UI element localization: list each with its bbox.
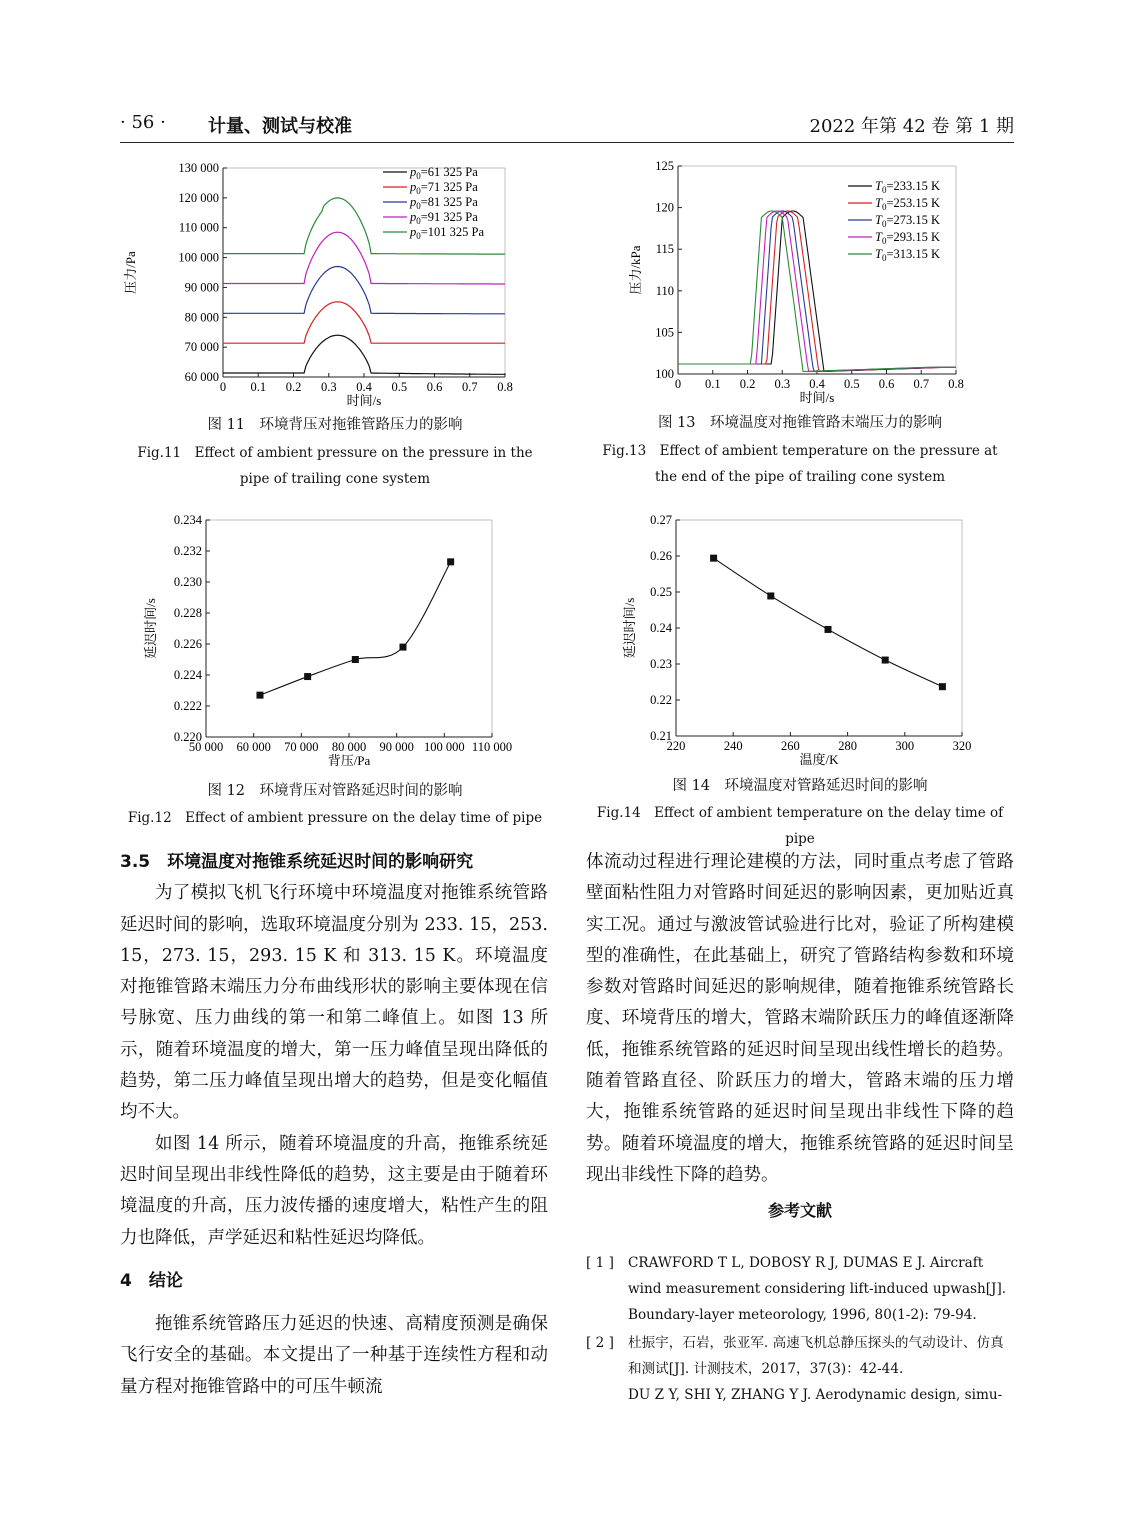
- caption-fig13-en: Fig.13 Effect of ambient temperature on the pressure at the end of the pipe of trailing cone system: [602, 443, 998, 485]
- caption-fig14-cn: 图 14 环境温度对管路延迟时间的影响: [672, 778, 928, 794]
- x-tick-label: 0.2: [739, 377, 756, 391]
- data-point: [447, 558, 454, 565]
- x-tick-label: 0.1: [250, 380, 267, 394]
- data-point: [767, 592, 774, 599]
- x-tick-label: 0.6: [426, 380, 443, 394]
- reference-text: CRAWFORD T L, DOBOSY R J, DUMAS E J. Aircraft wind measurement considering lift-induced upwash[J]. Boundary-layer meteorology, 1996, 80(1-2): 79-94.: [628, 1255, 1007, 1323]
- y-tick-label: 0.23: [650, 657, 672, 671]
- data-point: [710, 555, 717, 562]
- x-tick-label: 0.6: [878, 377, 895, 391]
- figure-11: [125, 152, 545, 416]
- y-tick-label: 0.21: [650, 729, 672, 743]
- x-tick-label: 80 000: [331, 740, 367, 754]
- legend-label: $T_0=273.15$ K: [875, 213, 941, 229]
- reference-number: [ 2 ]: [586, 1335, 614, 1351]
- references-heading: 参考文献: [767, 1201, 832, 1221]
- x-tick-label: 0.8: [497, 380, 513, 394]
- y-tick-label: 125: [655, 159, 674, 173]
- journal-section: 计量、测试与校准: [208, 116, 352, 137]
- data-point: [825, 626, 832, 633]
- y-tick-label: 80 000: [184, 310, 219, 325]
- x-axis-label: 温度/K: [799, 752, 839, 767]
- legend-label: $T_0=233.15$ K: [875, 179, 941, 195]
- legend-label: $p_0=101$ 325 Pa: [410, 225, 485, 241]
- y-tick-label: 90 000: [184, 280, 219, 295]
- y-tick-label: 0.232: [173, 544, 202, 558]
- y-tick-label: 115: [655, 242, 674, 257]
- y-tick-label: 0.226: [173, 637, 202, 651]
- y-tick-label: 0.234: [173, 513, 202, 527]
- y-tick-label: 0.26: [650, 549, 672, 563]
- x-tick-label: 0: [674, 377, 682, 391]
- legend-label: $p_0=81$ 325 Pa: [410, 195, 478, 211]
- section-4-heading: 4 结论: [120, 1270, 183, 1291]
- y-axis-label: 延迟时间/s: [622, 597, 637, 659]
- x-tick-label: 100 000: [424, 740, 465, 754]
- x-tick-label: 0.4: [809, 377, 825, 391]
- data-point: [399, 644, 406, 651]
- x-axis-label: 时间/s: [346, 393, 382, 408]
- reference-2: [586, 1330, 1014, 1408]
- x-tick-label: 300: [895, 739, 915, 753]
- x-tick-label: 0.4: [356, 380, 372, 394]
- paragraph: 为了模拟飞机飞行环境中环境温度对拖锥系统管路延迟时间的影响，选取环境温度分别为 233. 15，253. 15，273. 15，293. 15 K 和 313. 15 K。环境温度对拖锥管路末端压力分布曲线形状的影响主要体现在信号脉宽、压力曲线的第一和第二峰值上。如图 13 所示，随着环境温度的增大，第一压力峰值呈现出降低的趋势，第二压力峰值呈现出增大的趋势，但是变化幅值均不大。: [120, 883, 548, 1123]
- y-tick-label: 120 000: [178, 190, 219, 205]
- left-column: [120, 847, 548, 1403]
- reference-text-en: DU Z Y, SHI Y, ZHANG Y J. Aerodynamic design, simu-: [628, 1387, 1003, 1403]
- chart-fig11: [125, 152, 545, 412]
- caption-fig11-cn: 图 11 环境背压对拖锥管路压力的影响: [207, 417, 463, 433]
- right-column: [586, 847, 1014, 1227]
- y-tick-label: 105: [655, 325, 674, 340]
- y-tick-label: 110 000: [178, 220, 219, 235]
- reference-number: [ 1 ]: [586, 1255, 614, 1271]
- plot-frame: [676, 520, 962, 736]
- caption-fig14-en: Fig.14 Effect of ambient temperature on the delay time of pipe: [596, 805, 1004, 847]
- x-tick-label: 260: [781, 739, 800, 753]
- journal-issue: 2022 年第 42 卷 第 1 期: [809, 116, 1014, 137]
- legend-label: $p_0=91$ 325 Pa: [410, 210, 478, 226]
- x-tick-label: 60 000: [236, 740, 271, 754]
- data-point: [882, 657, 889, 664]
- x-tick-label: 220: [666, 739, 686, 753]
- paragraph: 如图 14 所示，随着环境温度的升高，拖锥系统延迟时间呈现出非线性降低的趋势，这主要是由于随着环境温度的升高，压力波传播的速度增大，粘性产生的阻力也降低，声学延迟和粘性延迟均降低。: [120, 1133, 548, 1248]
- section-3-5-heading: 3.5 环境温度对拖锥系统延迟时间的影响研究: [120, 852, 474, 872]
- y-axis-label: 延迟时间/s: [143, 598, 158, 659]
- x-axis-label: 背压/Pa: [327, 753, 371, 768]
- y-tick-label: 0.24: [650, 621, 672, 635]
- x-tick-label: 0.5: [843, 377, 860, 391]
- y-axis-label: 压力/kPa: [628, 245, 643, 295]
- y-tick-label: 130 000: [178, 161, 219, 175]
- x-tick-label: 50 000: [188, 740, 224, 754]
- caption-fig12-cn: 图 12 环境背压对管路延迟时间的影响: [207, 783, 463, 799]
- x-tick-label: 0: [219, 380, 227, 394]
- data-point: [939, 683, 946, 690]
- x-axis-label: 时间/s: [799, 390, 835, 405]
- plot-frame: [206, 520, 492, 737]
- figure-12: [125, 508, 545, 780]
- series-line: [223, 232, 505, 284]
- caption-fig12-en: Fig.12 Effect of ambient pressure on the delay time of pipe: [127, 810, 543, 826]
- series-line: [223, 335, 505, 374]
- y-tick-label: 0.230: [173, 575, 202, 589]
- x-tick-label: 320: [952, 739, 972, 753]
- x-tick-label: 0.3: [320, 380, 337, 394]
- y-axis-label: 压力/Pa: [123, 251, 138, 294]
- data-point: [352, 656, 359, 663]
- x-tick-label: 110 000: [471, 740, 513, 754]
- x-tick-label: 0.3: [774, 377, 791, 391]
- legend-label: $T_0=253.15$ K: [875, 196, 941, 212]
- y-tick-label: 60 000: [184, 370, 219, 384]
- y-tick-label: 0.222: [173, 699, 202, 713]
- page-number: · 56 ·: [120, 112, 166, 133]
- y-tick-label: 70 000: [184, 340, 219, 355]
- chart-fig14: [610, 508, 1010, 770]
- series-line: [223, 302, 505, 343]
- y-tick-label: 100 000: [178, 250, 219, 265]
- reference-1: [586, 1250, 1014, 1328]
- legend-label: $T_0=293.15$ K: [875, 230, 941, 246]
- caption-fig11-en: Fig.11 Effect of ambient pressure on the pressure in the pipe of trailing cone system: [137, 445, 533, 487]
- legend-label: $p_0=71$ 325 Pa: [410, 180, 478, 196]
- paragraph: 体流动过程进行理论建模的方法，同时重点考虑了管路壁面粘性阻力对管路时间延迟的影响因素，更加贴近真实工况。通过与激波管试验进行比对，验证了所构建模型的准确性，在此基础上，研究了管路结构参数和环境参数对管路时间延迟的影响规律，随着拖锥系统管路长度、环境背压的增大，管路末端阶跃压力的峰值逐渐降低，拖锥系统管路的延迟时间呈现出线性增长的趋势。随着管路直径、阶跃压力的增大，管路末端的压力增大，拖锥系统管路的延迟时间呈现出非线性下降的趋势。随着环境温度的增大，拖锥系统管路的延迟时间呈现出非线性下降的趋势。: [586, 852, 1014, 1185]
- reference-text: 杜振宇，石岩，张亚军. 高速飞机总静压探头的气动设计、仿真和测试[J]. 计测技术，2017，37(3)：42-44.: [628, 1335, 1004, 1377]
- chart-fig12: [125, 508, 545, 776]
- data-point: [304, 673, 311, 680]
- y-tick-label: 0.25: [650, 585, 672, 599]
- figure-14: [610, 508, 1010, 774]
- y-tick-label: 0.228: [173, 606, 202, 620]
- y-tick-label: 100: [655, 367, 674, 381]
- chart-fig13: [610, 152, 1010, 410]
- series-line: [223, 267, 505, 314]
- fit-curve: [260, 562, 451, 695]
- paragraph: 拖锥系统管路压力延迟的快速、高精度预测是确保飞行安全的基础。本文提出了一种基于连续性方程和动量方程对拖锥管路中的可压牛顿流: [120, 1314, 548, 1397]
- y-tick-label: 0.224: [173, 668, 202, 682]
- x-tick-label: 70 000: [284, 740, 319, 754]
- x-tick-label: 240: [723, 739, 743, 753]
- x-tick-label: 0.7: [913, 377, 930, 391]
- fit-curve: [714, 558, 943, 687]
- x-tick-label: 280: [838, 739, 857, 753]
- x-tick-label: 0.8: [948, 377, 964, 391]
- legend-label: $T_0=313.15$ K: [875, 247, 941, 263]
- x-tick-label: 0.5: [391, 380, 408, 394]
- x-tick-label: 90 000: [379, 740, 414, 754]
- x-tick-label: 0.7: [461, 380, 478, 394]
- x-tick-label: 0.2: [285, 380, 302, 394]
- y-tick-label: 120: [655, 200, 674, 215]
- figure-13: [610, 152, 1010, 414]
- data-point: [256, 692, 263, 699]
- legend-label: $p_0=61$ 325 Pa: [410, 165, 478, 181]
- y-tick-label: 0.220: [173, 730, 202, 744]
- page-header: [120, 112, 1014, 143]
- y-tick-label: 110: [655, 283, 674, 298]
- x-tick-label: 0.1: [704, 377, 721, 391]
- caption-fig13-cn: 图 13 环境温度对拖锥管路末端压力的影响: [657, 415, 943, 431]
- y-tick-label: 0.22: [650, 693, 672, 707]
- y-tick-label: 0.27: [650, 513, 672, 527]
